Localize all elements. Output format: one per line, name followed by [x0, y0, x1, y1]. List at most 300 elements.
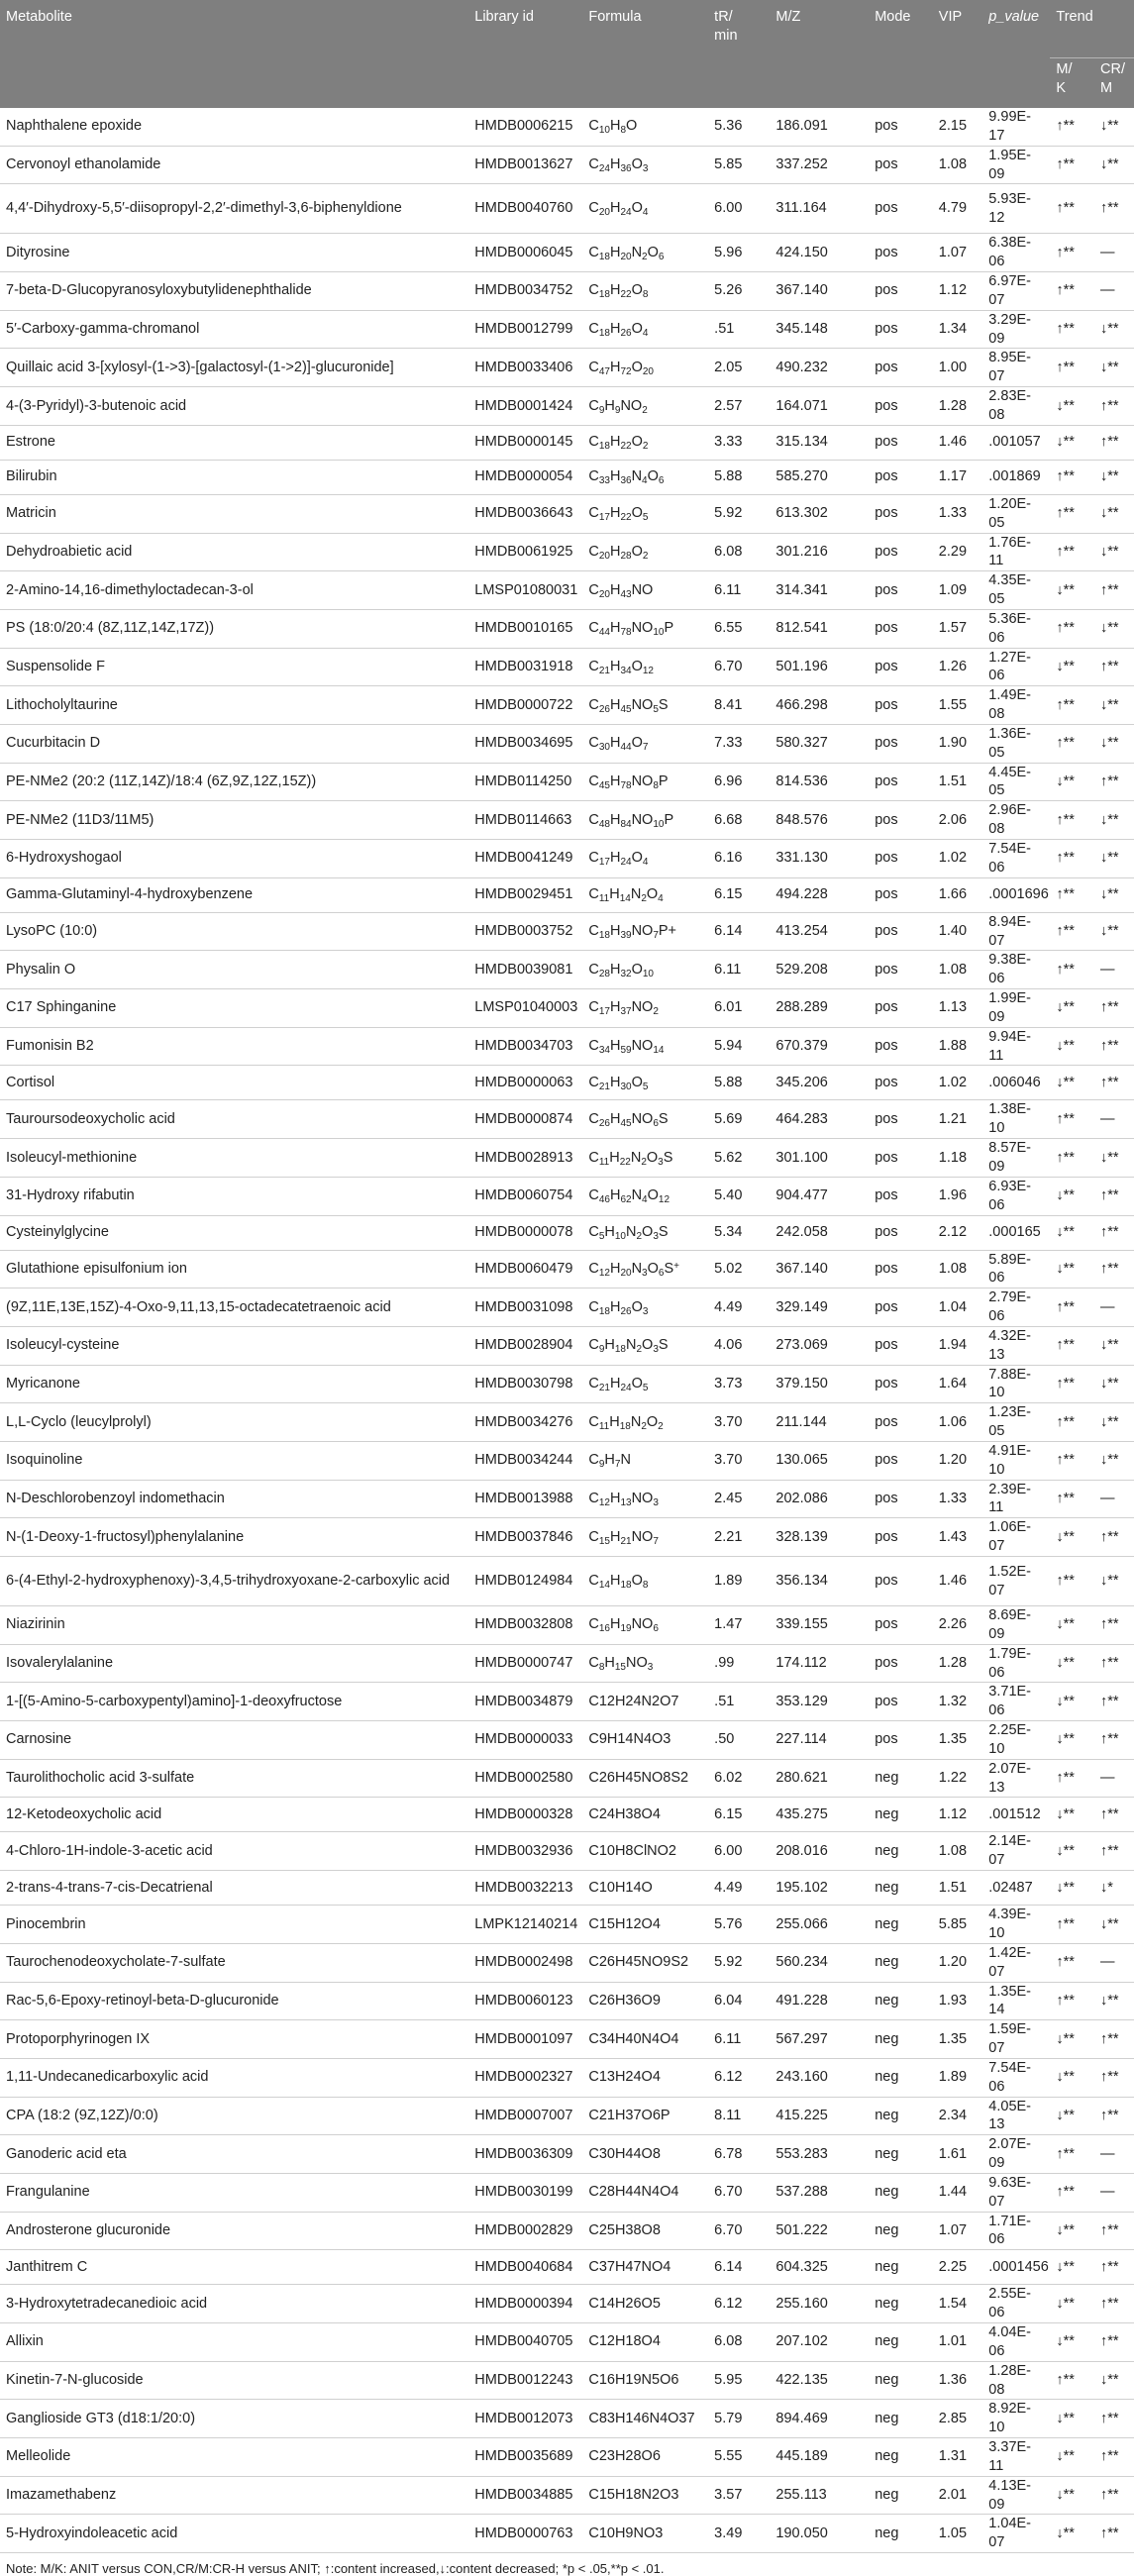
- retention-time: 6.15: [708, 877, 770, 912]
- retention-time: 6.14: [708, 2250, 770, 2285]
- ion-mode: pos: [869, 571, 933, 610]
- trend-mk: ↓**: [1050, 2058, 1094, 2097]
- metabolite-name: 2-Amino-14,16-dimethyloctadecan-3-ol: [0, 571, 468, 610]
- ion-mode: pos: [869, 763, 933, 801]
- ion-mode: pos: [869, 1606, 933, 1645]
- p-value: .001512: [982, 1798, 1050, 1832]
- formula: $C_{10}H_8O$: [582, 108, 708, 146]
- formula: $C_{21}H_{24}O_5$: [582, 1365, 708, 1403]
- trend-crm: —: [1094, 1759, 1134, 1798]
- library-id: HMDB0000063: [468, 1066, 582, 1100]
- retention-time: 6.12: [708, 2285, 770, 2323]
- p-value: 2.25E-10: [982, 1721, 1050, 1760]
- trend-crm: —: [1094, 2173, 1134, 2212]
- trend-mk: ↓**: [1050, 387, 1094, 426]
- library-id: HMDB0000033: [468, 1721, 582, 1760]
- mass-to-charge: 537.288: [770, 2173, 869, 2212]
- ion-mode: neg: [869, 2361, 933, 2400]
- library-id: HMDB0039081: [468, 951, 582, 989]
- trend-mk: ↓**: [1050, 1066, 1094, 1100]
- retention-time: 6.11: [708, 951, 770, 989]
- table-header: [0, 0, 1134, 108]
- mass-to-charge: 367.140: [770, 272, 869, 311]
- p-value: 8.95E-07: [982, 349, 1050, 387]
- vip-score: 1.08: [933, 951, 982, 989]
- retention-time: 5.36: [708, 108, 770, 146]
- library-id: HMDB0002580: [468, 1759, 582, 1798]
- p-value: 1.38E-10: [982, 1100, 1050, 1139]
- header-mz: M/Z: [770, 0, 869, 108]
- formula: $C_{45}H_{78}NO_8P$: [582, 763, 708, 801]
- trend-crm: ↑**: [1094, 1644, 1134, 1683]
- p-value: .0001456: [982, 2250, 1050, 2285]
- vip-score: 1.05: [933, 2515, 982, 2553]
- metabolite-name: 12-Ketodeoxycholic acid: [0, 1798, 468, 1832]
- table-row: [0, 724, 1134, 763]
- formula: $C_{48}H_{84}NO_{10}P$: [582, 801, 708, 840]
- metabolite-name: Naphthalene epoxide: [0, 108, 468, 146]
- trend-mk: ↑**: [1050, 349, 1094, 387]
- metabolite-name: (9Z,11E,13E,15Z)-4-Oxo-9,11,13,15-octadecatetraenoic acid: [0, 1288, 468, 1327]
- table-row: [0, 1798, 1134, 1832]
- metabolite-name: Quillaic acid 3-[xylosyl-(1->3)-[galactosyl-(1->2)]-glucuronide]: [0, 349, 468, 387]
- vip-score: 1.20: [933, 1943, 982, 1982]
- trend-mk: ↓**: [1050, 2250, 1094, 2285]
- retention-time: 5.85: [708, 146, 770, 184]
- trend-crm: ↑**: [1094, 425, 1134, 460]
- formula: $C_{47}H_{72}O_{20}$: [582, 349, 708, 387]
- vip-score: 1.57: [933, 609, 982, 648]
- p-value: 1.27E-06: [982, 648, 1050, 686]
- trend-mk: ↑**: [1050, 146, 1094, 184]
- formula: C30H44O8: [582, 2135, 708, 2174]
- ion-mode: neg: [869, 2250, 933, 2285]
- metabolite-name: PS (18:0/20:4 (8Z,11Z,14Z,17Z)): [0, 609, 468, 648]
- mass-to-charge: 227.114: [770, 1721, 869, 1760]
- ion-mode: pos: [869, 1288, 933, 1327]
- trend-mk: ↓**: [1050, 1027, 1094, 1066]
- library-id: HMDB0013627: [468, 146, 582, 184]
- formula: $C_{11}H_{18}N_2O_2$: [582, 1403, 708, 1442]
- metabolite-name: Frangulanine: [0, 2173, 468, 2212]
- trend-mk: ↑**: [1050, 533, 1094, 571]
- table-row: [0, 1250, 1134, 1288]
- p-value: 2.39E-11: [982, 1480, 1050, 1518]
- retention-time: 3.73: [708, 1365, 770, 1403]
- retention-time: 6.01: [708, 989, 770, 1028]
- p-value: 1.49E-08: [982, 686, 1050, 725]
- retention-time: 6.08: [708, 533, 770, 571]
- formula: $C_8H_{15}NO_3$: [582, 1644, 708, 1683]
- trend-crm: ↓**: [1094, 840, 1134, 878]
- retention-time: 5.34: [708, 1215, 770, 1250]
- library-id: HMDB0034752: [468, 272, 582, 311]
- ion-mode: pos: [869, 533, 933, 571]
- trend-crm: ↑**: [1094, 1518, 1134, 1557]
- formula: $C_{18}H_{26}O_3$: [582, 1288, 708, 1327]
- formula: $C_{17}H_{24}O_4$: [582, 840, 708, 878]
- trend-mk: ↑**: [1050, 951, 1094, 989]
- retention-time: 6.96: [708, 763, 770, 801]
- ion-mode: pos: [869, 1326, 933, 1365]
- table-row: [0, 1557, 1134, 1606]
- trend-crm: ↑**: [1094, 2285, 1134, 2323]
- library-id: HMDB0030199: [468, 2173, 582, 2212]
- metabolite-name: Cortisol: [0, 1066, 468, 1100]
- trend-mk: ↑**: [1050, 108, 1094, 146]
- metabolite-name: Fumonisin B2: [0, 1027, 468, 1066]
- table-row: [0, 1365, 1134, 1403]
- trend-crm: ↑**: [1094, 989, 1134, 1028]
- p-value: 3.37E-11: [982, 2438, 1050, 2477]
- metabolite-name: 4-(3-Pyridyl)-3-butenoic acid: [0, 387, 468, 426]
- trend-crm: ↓**: [1094, 460, 1134, 494]
- metabolite-name: Isovalerylalanine: [0, 1644, 468, 1683]
- table-row: [0, 1326, 1134, 1365]
- trend-mk: ↓**: [1050, 2097, 1094, 2135]
- p-value: 2.07E-09: [982, 2135, 1050, 2174]
- p-value: 2.14E-07: [982, 1832, 1050, 1871]
- formula: C16H19N5O6: [582, 2361, 708, 2400]
- table-row: [0, 1683, 1134, 1721]
- library-id: HMDB0036309: [468, 2135, 582, 2174]
- p-value: .000165: [982, 1215, 1050, 1250]
- trend-crm: —: [1094, 1288, 1134, 1327]
- metabolite-name: Imazamethabenz: [0, 2476, 468, 2515]
- trend-crm: ↓**: [1094, 108, 1134, 146]
- table-row: [0, 1288, 1134, 1327]
- mass-to-charge: 353.129: [770, 1683, 869, 1721]
- ion-mode: neg: [869, 2323, 933, 2362]
- ion-mode: neg: [869, 2212, 933, 2250]
- trend-crm: ↑**: [1094, 1832, 1134, 1871]
- retention-time: 5.92: [708, 494, 770, 533]
- trend-mk: ↑**: [1050, 1943, 1094, 1982]
- library-id: HMDB0000874: [468, 1100, 582, 1139]
- trend-mk: ↓**: [1050, 2285, 1094, 2323]
- mass-to-charge: 435.275: [770, 1798, 869, 1832]
- trend-mk: ↑**: [1050, 494, 1094, 533]
- retention-time: 6.02: [708, 1759, 770, 1798]
- vip-score: 1.55: [933, 686, 982, 725]
- formula: C26H45NO9S2: [582, 1943, 708, 1982]
- formula: C26H45NO8S2: [582, 1759, 708, 1798]
- table-row: [0, 2173, 1134, 2212]
- vip-score: 1.31: [933, 2438, 982, 2477]
- trend-crm: ↑**: [1094, 387, 1134, 426]
- metabolite-name: Isoleucyl-methionine: [0, 1139, 468, 1178]
- metabolite-name: C17 Sphinganine: [0, 989, 468, 1028]
- p-value: .0001696: [982, 877, 1050, 912]
- library-id: HMDB0029451: [468, 877, 582, 912]
- library-id: HMDB0031098: [468, 1288, 582, 1327]
- table-row: [0, 801, 1134, 840]
- trend-mk: ↓**: [1050, 1606, 1094, 1645]
- formula: C10H9NO3: [582, 2515, 708, 2553]
- ion-mode: pos: [869, 1027, 933, 1066]
- table-row: [0, 1177, 1134, 1215]
- vip-score: 1.22: [933, 1759, 982, 1798]
- ion-mode: neg: [869, 2097, 933, 2135]
- p-value: .001057: [982, 425, 1050, 460]
- mass-to-charge: 848.576: [770, 801, 869, 840]
- trend-mk: ↓**: [1050, 1177, 1094, 1215]
- p-value: 1.04E-07: [982, 2515, 1050, 2553]
- mass-to-charge: 208.016: [770, 1832, 869, 1871]
- mass-to-charge: 339.155: [770, 1606, 869, 1645]
- retention-time: 6.55: [708, 609, 770, 648]
- vip-score: 1.46: [933, 425, 982, 460]
- vip-score: 1.20: [933, 1441, 982, 1480]
- trend-mk: ↑**: [1050, 184, 1094, 234]
- table-row: [0, 2212, 1134, 2250]
- library-id: HMDB0000747: [468, 1644, 582, 1683]
- trend-crm: ↓**: [1094, 1982, 1134, 2020]
- p-value: 1.79E-06: [982, 1644, 1050, 1683]
- p-value: .006046: [982, 1066, 1050, 1100]
- table-body: [0, 108, 1134, 2553]
- p-value: 4.04E-06: [982, 2323, 1050, 2362]
- retention-time: 5.94: [708, 1027, 770, 1066]
- table-row: [0, 2323, 1134, 2362]
- formula: $C_{28}H_{32}O_{10}$: [582, 951, 708, 989]
- retention-time: 2.21: [708, 1518, 770, 1557]
- library-id: HMDB0031918: [468, 648, 582, 686]
- vip-score: 1.88: [933, 1027, 982, 1066]
- metabolite-name: Rac-5,6-Epoxy-retinoyl-beta-D-glucuronide: [0, 1982, 468, 2020]
- ion-mode: neg: [869, 1871, 933, 1906]
- p-value: 5.36E-06: [982, 609, 1050, 648]
- ion-mode: pos: [869, 1441, 933, 1480]
- table-row: [0, 1139, 1134, 1178]
- table-row: [0, 2361, 1134, 2400]
- ion-mode: pos: [869, 989, 933, 1028]
- vip-score: 1.08: [933, 1832, 982, 1871]
- library-id: HMDB0060123: [468, 1982, 582, 2020]
- trend-crm: ↓**: [1094, 533, 1134, 571]
- retention-time: 5.92: [708, 1943, 770, 1982]
- vip-score: 1.04: [933, 1288, 982, 1327]
- ion-mode: pos: [869, 460, 933, 494]
- vip-score: 1.94: [933, 1326, 982, 1365]
- table-row: [0, 2058, 1134, 2097]
- retention-time: 3.57: [708, 2476, 770, 2515]
- ion-mode: pos: [869, 912, 933, 951]
- retention-time: 6.08: [708, 2323, 770, 2362]
- header-mk: M/ K: [1050, 58, 1094, 109]
- ion-mode: pos: [869, 1683, 933, 1721]
- trend-mk: ↑**: [1050, 1100, 1094, 1139]
- vip-score: 1.26: [933, 648, 982, 686]
- vip-score: 1.90: [933, 724, 982, 763]
- trend-mk: ↓**: [1050, 1518, 1094, 1557]
- vip-score: 1.36: [933, 2361, 982, 2400]
- trend-mk: ↑**: [1050, 877, 1094, 912]
- trend-mk: ↓**: [1050, 1215, 1094, 1250]
- mass-to-charge: 464.283: [770, 1100, 869, 1139]
- trend-mk: ↑**: [1050, 2361, 1094, 2400]
- formula: C15H12O4: [582, 1906, 708, 1944]
- formula: $C_9H_9NO_2$: [582, 387, 708, 426]
- metabolite-name: Taurochenodeoxycholate-7-sulfate: [0, 1943, 468, 1982]
- vip-score: 1.34: [933, 310, 982, 349]
- retention-time: 6.12: [708, 2058, 770, 2097]
- vip-score: 1.89: [933, 2058, 982, 2097]
- trend-mk: ↑**: [1050, 234, 1094, 272]
- vip-score: 2.26: [933, 1606, 982, 1645]
- p-value: 9.94E-11: [982, 1027, 1050, 1066]
- table-row: [0, 840, 1134, 878]
- library-id: HMDB0000145: [468, 425, 582, 460]
- ion-mode: neg: [869, 2515, 933, 2553]
- p-value: 8.69E-09: [982, 1606, 1050, 1645]
- formula: $C_{17}H_{37}NO_2$: [582, 989, 708, 1028]
- mass-to-charge: 280.621: [770, 1759, 869, 1798]
- mass-to-charge: 501.222: [770, 2212, 869, 2250]
- table-row: [0, 425, 1134, 460]
- vip-score: 1.17: [933, 460, 982, 494]
- table-row: [0, 1644, 1134, 1683]
- metabolite-name: 3-Hydroxytetradecanedioic acid: [0, 2285, 468, 2323]
- trend-crm: ↓**: [1094, 1139, 1134, 1178]
- mass-to-charge: 445.189: [770, 2438, 869, 2477]
- table-row: [0, 1832, 1134, 1871]
- p-value: 7.88E-10: [982, 1365, 1050, 1403]
- trend-crm: ↓**: [1094, 1441, 1134, 1480]
- mass-to-charge: 331.130: [770, 840, 869, 878]
- retention-time: 5.96: [708, 234, 770, 272]
- p-value: .001869: [982, 460, 1050, 494]
- ion-mode: neg: [869, 2476, 933, 2515]
- retention-time: 1.89: [708, 1557, 770, 1606]
- p-value: 1.99E-09: [982, 989, 1050, 1028]
- table-row: [0, 609, 1134, 648]
- formula: $C_{26}H_{45}NO_6S$: [582, 1100, 708, 1139]
- retention-time: 4.49: [708, 1288, 770, 1327]
- formula: C10H14O: [582, 1871, 708, 1906]
- ion-mode: pos: [869, 234, 933, 272]
- retention-time: 6.00: [708, 1832, 770, 1871]
- header-vip: VIP: [933, 0, 982, 108]
- ion-mode: pos: [869, 184, 933, 234]
- trend-mk: ↓**: [1050, 1250, 1094, 1288]
- metabolite-name: L,L-Cyclo (leucylprolyl): [0, 1403, 468, 1442]
- ion-mode: neg: [869, 1943, 933, 1982]
- retention-time: 5.79: [708, 2400, 770, 2438]
- metabolite-name: PE-NMe2 (11D3/11M5): [0, 801, 468, 840]
- vip-score: 1.09: [933, 571, 982, 610]
- table-row: [0, 310, 1134, 349]
- formula: C14H26O5: [582, 2285, 708, 2323]
- metabolite-name: Estrone: [0, 425, 468, 460]
- retention-time: 6.70: [708, 2212, 770, 2250]
- p-value: 4.35E-05: [982, 571, 1050, 610]
- table-row: [0, 234, 1134, 272]
- vip-score: 2.12: [933, 1215, 982, 1250]
- formula: $C_{26}H_{45}NO_5S$: [582, 686, 708, 725]
- metabolite-name: Dehydroabietic acid: [0, 533, 468, 571]
- table-row: [0, 763, 1134, 801]
- formula: C12H24N2O7: [582, 1683, 708, 1721]
- library-id: HMDB0012243: [468, 2361, 582, 2400]
- retention-time: 5.76: [708, 1906, 770, 1944]
- library-id: HMDB0028904: [468, 1326, 582, 1365]
- trend-crm: ↓**: [1094, 494, 1134, 533]
- vip-score: 1.46: [933, 1557, 982, 1606]
- p-value: 8.57E-09: [982, 1139, 1050, 1178]
- ion-mode: pos: [869, 1177, 933, 1215]
- library-id: LMSP01040003: [468, 989, 582, 1028]
- formula: $C_{34}H_{59}NO_{14}$: [582, 1027, 708, 1066]
- library-id: HMDB0037846: [468, 1518, 582, 1557]
- trend-mk: ↓**: [1050, 989, 1094, 1028]
- library-id: HMDB0040684: [468, 2250, 582, 2285]
- mass-to-charge: 413.254: [770, 912, 869, 951]
- trend-mk: ↑**: [1050, 2173, 1094, 2212]
- formula: $C_{46}H_{62}N_4O_{12}$: [582, 1177, 708, 1215]
- metabolite-name: N-Deschlorobenzoyl indomethacin: [0, 1480, 468, 1518]
- metabolite-name: N-(1-Deoxy-1-fructosyl)phenylalanine: [0, 1518, 468, 1557]
- mass-to-charge: 164.071: [770, 387, 869, 426]
- trend-mk: ↑**: [1050, 272, 1094, 311]
- p-value: 5.93E-12: [982, 184, 1050, 234]
- ion-mode: pos: [869, 724, 933, 763]
- vip-score: 2.29: [933, 533, 982, 571]
- retention-time: 5.62: [708, 1139, 770, 1178]
- header-formula: Formula: [582, 0, 708, 108]
- ion-mode: pos: [869, 648, 933, 686]
- trend-mk: ↑**: [1050, 1326, 1094, 1365]
- ion-mode: pos: [869, 609, 933, 648]
- retention-time: .51: [708, 310, 770, 349]
- vip-score: 1.40: [933, 912, 982, 951]
- retention-time: 3.70: [708, 1403, 770, 1442]
- trend-mk: ↑**: [1050, 609, 1094, 648]
- p-value: 1.42E-07: [982, 1943, 1050, 1982]
- trend-crm: —: [1094, 234, 1134, 272]
- library-id: HMDB0000722: [468, 686, 582, 725]
- trend-mk: ↑**: [1050, 840, 1094, 878]
- vip-score: 2.34: [933, 2097, 982, 2135]
- formula: C23H28O6: [582, 2438, 708, 2477]
- p-value: 6.97E-07: [982, 272, 1050, 311]
- formula: C13H24O4: [582, 2058, 708, 2097]
- table-row: [0, 2438, 1134, 2477]
- library-id: HMDB0041249: [468, 840, 582, 878]
- table-row: [0, 146, 1134, 184]
- library-id: LMPK12140214: [468, 1906, 582, 1944]
- vip-score: 1.61: [933, 2135, 982, 2174]
- ion-mode: neg: [869, 2058, 933, 2097]
- vip-score: 1.66: [933, 877, 982, 912]
- trend-crm: ↑**: [1094, 2058, 1134, 2097]
- metabolite-name: Protoporphyrinogen IX: [0, 2020, 468, 2059]
- vip-score: 1.44: [933, 2173, 982, 2212]
- formula: C26H36O9: [582, 1982, 708, 2020]
- trend-mk: ↑**: [1050, 1403, 1094, 1442]
- metabolite-name: Lithocholyltaurine: [0, 686, 468, 725]
- trend-mk: ↓**: [1050, 2212, 1094, 2250]
- vip-score: 1.12: [933, 1798, 982, 1832]
- formula: $C_{16}H_{19}NO_6$: [582, 1606, 708, 1645]
- trend-crm: ↓**: [1094, 912, 1134, 951]
- ion-mode: neg: [869, 2135, 933, 2174]
- p-value: 6.38E-06: [982, 234, 1050, 272]
- p-value: 7.54E-06: [982, 840, 1050, 878]
- trend-crm: ↑**: [1094, 2400, 1134, 2438]
- mass-to-charge: 207.102: [770, 2323, 869, 2362]
- trend-mk: ↓**: [1050, 1683, 1094, 1721]
